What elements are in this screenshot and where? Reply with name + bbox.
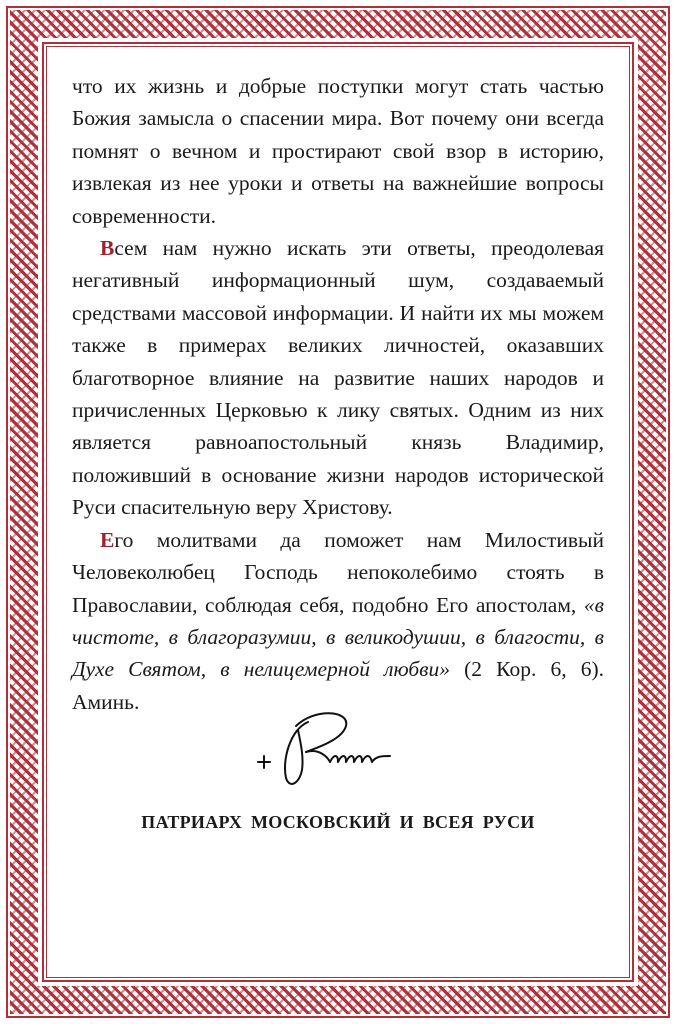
paragraph-3-text: го молитвами да поможет нам Милостивый Человеколюбец Господь непоколебимо стоять в Православии, соблюдая себя, подобно Его апостолам,: [72, 527, 604, 617]
paragraph-2: [72, 232, 604, 524]
paragraph-3-initial: Е: [100, 527, 115, 552]
title-patriarch: ПАТРИАРХ МОСКОВСКИЙ И ВСЕЯ РУСИ: [141, 812, 535, 832]
letter-body: [72, 70, 604, 718]
paragraph-2-initial: В: [100, 236, 115, 261]
signature: [250, 700, 410, 800]
paragraph-3-ending: (2 Кор. 6, 6). Аминь.: [72, 657, 604, 714]
paragraph-2-text: сем нам нужно искать эти ответы, преодолевая негативный информационный шум, создаваемый средствами массовой информации. И найти их мы можем также в примерах великих личностей, оказавших благотворное влияние на развитие наших народов и причисленных Церковью к лику святых. Одним из них является равноапостольный князь Владимир, положивший в основание жизни народов исторической Руси спасительную веру Христову.: [72, 236, 604, 520]
paragraph-1-text: что их жизнь и добрые поступки могут стать частью Божия замысла о спасении мира. Вот почему они всегда помнят о вечном и простирают свой взор в историю, извлекая из нее уроки и ответы на важнейшие вопросы современности.: [72, 74, 604, 228]
paragraph-3: [72, 524, 604, 718]
scripture-quote: «в чистоте, в благоразумии, в великодушии, в благости, в Духе Святом, в нелицемерной любви»: [72, 592, 604, 682]
paragraph-1: [72, 70, 604, 232]
